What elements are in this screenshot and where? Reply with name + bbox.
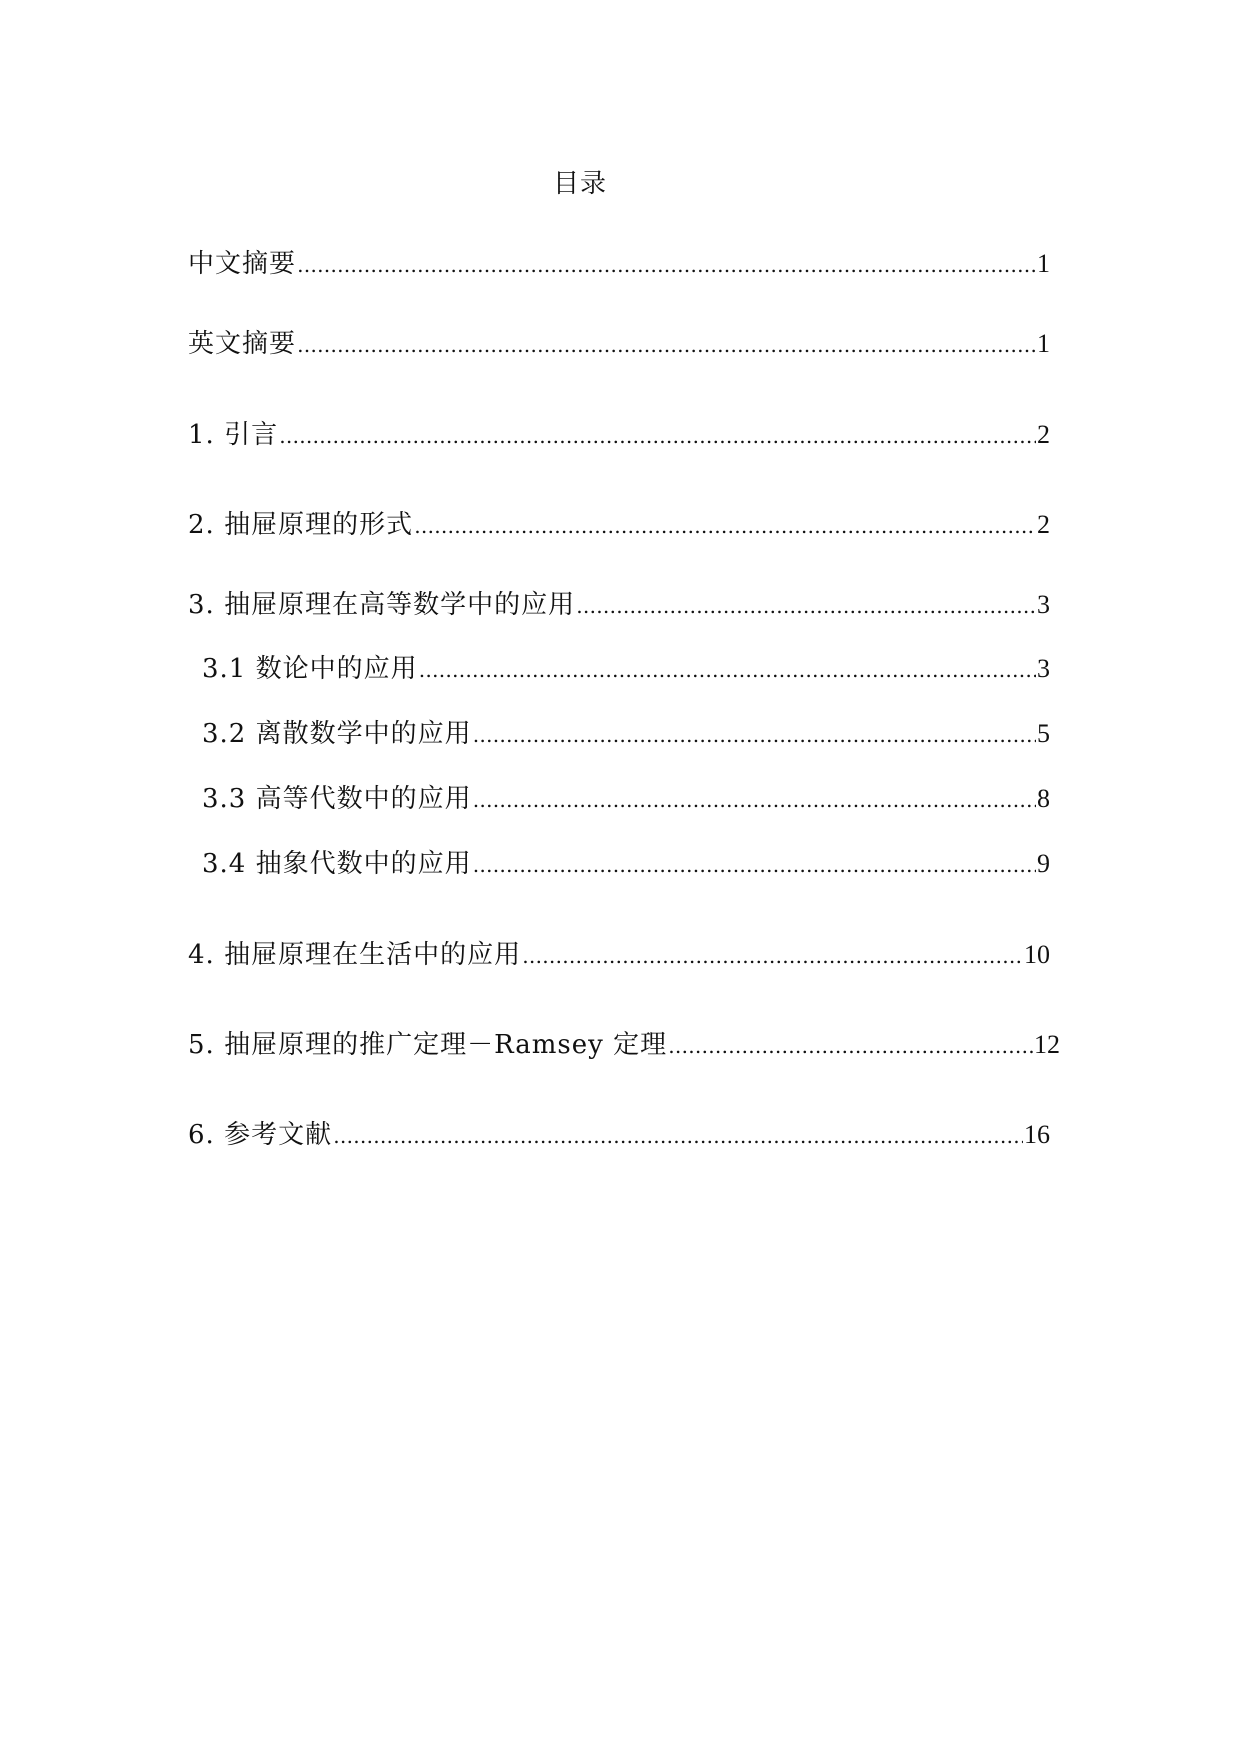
dot-leader xyxy=(414,509,1036,543)
toc-page-number: 1 xyxy=(1037,249,1050,278)
toc-page-number: 16 xyxy=(1024,1120,1050,1149)
dot-leader xyxy=(473,848,1036,882)
toc-page-number: 3 xyxy=(1037,590,1050,619)
dot-leader xyxy=(297,328,1036,362)
dot-leader xyxy=(576,589,1036,623)
toc-page-number: 5 xyxy=(1037,719,1050,748)
toc-entry-label: 英文摘要 xyxy=(188,329,297,359)
toc-entry-references xyxy=(188,1118,1050,1153)
toc-page-number: 10 xyxy=(1024,940,1050,969)
toc-entry-higher-algebra xyxy=(202,782,1050,817)
toc-entry-number-theory xyxy=(202,652,1050,687)
toc-entry-label: 3.4 抽象代数中的应用 xyxy=(202,849,472,879)
toc-entry-discrete-math xyxy=(202,717,1050,752)
dot-leader xyxy=(473,718,1036,752)
toc-entry-ramsey xyxy=(188,1028,1060,1063)
toc-page-number: 3 xyxy=(1037,654,1050,683)
toc-entry-label: 3. 抽屉原理在高等数学中的应用 xyxy=(188,590,576,620)
dot-leader xyxy=(522,939,1023,973)
dot-leader xyxy=(333,1119,1023,1153)
toc-entry-label: 中文摘要 xyxy=(188,249,297,279)
dot-leader xyxy=(419,653,1036,687)
toc-entry-introduction xyxy=(188,418,1050,453)
toc-entry-abstract-algebra xyxy=(202,847,1050,882)
dot-leader xyxy=(297,248,1036,282)
toc-entry-higher-math xyxy=(188,588,1050,623)
toc-entry-daily-life xyxy=(188,938,1050,973)
toc-entry-label: 3.2 离散数学中的应用 xyxy=(202,719,472,749)
toc-entry-forms xyxy=(188,508,1050,543)
toc-page-number: 9 xyxy=(1037,849,1050,878)
toc-page-number: 12 xyxy=(1034,1030,1060,1059)
toc-entry-label: 3.3 高等代数中的应用 xyxy=(202,784,472,814)
toc-entry-english-abstract xyxy=(188,327,1050,362)
toc-page-number: 2 xyxy=(1037,420,1050,449)
toc-entry-label: 5. 抽屉原理的推广定理－Ramsey 定理 xyxy=(188,1030,668,1060)
toc-entry-label: 4. 抽屉原理在生活中的应用 xyxy=(188,940,522,970)
dot-leader xyxy=(473,783,1036,817)
toc-title: 目录 xyxy=(552,169,607,199)
toc-entry-label: 1. 引言 xyxy=(188,420,279,450)
toc-entry-label: 3.1 数论中的应用 xyxy=(202,654,418,684)
toc-page-number: 1 xyxy=(1037,329,1050,358)
toc-entry-chinese-abstract xyxy=(188,247,1050,282)
toc-page-number: 2 xyxy=(1037,510,1050,539)
dot-leader xyxy=(668,1029,1033,1063)
toc-entry-label: 2. 抽屉原理的形式 xyxy=(188,510,414,540)
dot-leader xyxy=(279,419,1036,453)
toc-entry-label: 6. 参考文献 xyxy=(188,1120,333,1150)
toc-page-number: 8 xyxy=(1037,784,1050,813)
